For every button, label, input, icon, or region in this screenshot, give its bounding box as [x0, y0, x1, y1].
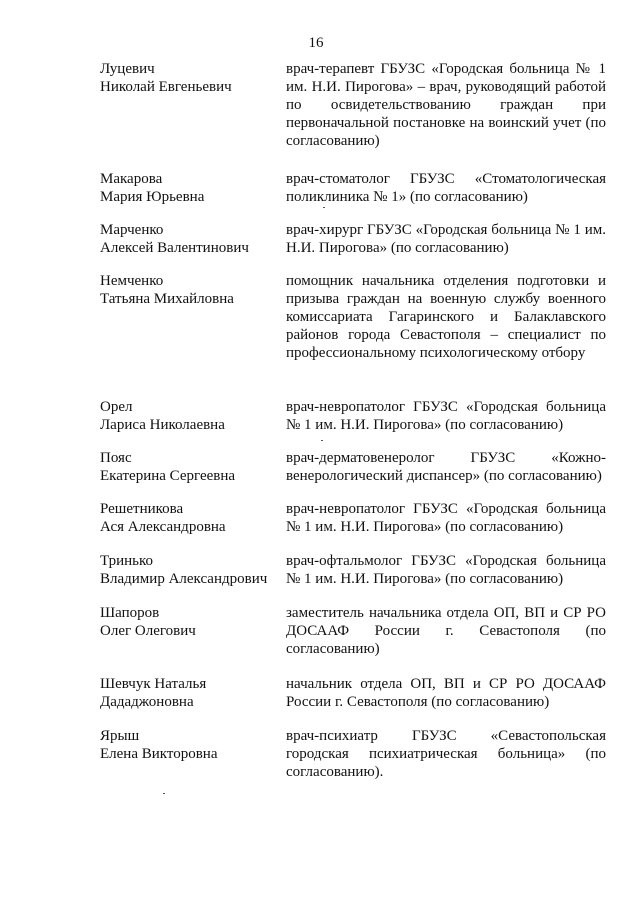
person-name [100, 398, 280, 434]
position-description: врач-офтальмолог ГБУЗС «Городская больница № 1 им. Н.И. Пирогова» (по согласованию) [286, 553, 606, 587]
scan-speck [323, 207, 325, 208]
given-names: Екатерина Сергеевна [100, 468, 236, 484]
given-names: Дададжоновна [100, 694, 194, 710]
position-description: врач-терапевт ГБУЗС «Городская больница № 1 им. Н.И. Пирогова» – врач, руководящий работой по освидетельствованию граждан при первоначальной постановке на воинский учет (по согласованию) [286, 61, 606, 149]
given-names: Лариса Николаевна [100, 417, 225, 433]
given-names: Елена Викторовна [100, 746, 218, 762]
surname: Луцевич [100, 61, 155, 77]
person-name [100, 60, 280, 96]
scan-speck [321, 440, 323, 441]
person-name [100, 221, 280, 257]
surname: Ярыш [100, 728, 140, 744]
page-number: 16 [308, 35, 324, 51]
surname: Шапоров [100, 605, 160, 621]
given-names: Николай Евгеньевич [100, 79, 232, 95]
position-description: врач-стоматолог ГБУЗС «Стоматологическая поликлиника № 1» (по согласованию) [286, 171, 606, 205]
surname: Решетникова [100, 501, 184, 517]
position-description: заместитель начальника отдела ОП, ВП и СР РО ДОСААФ России г. Севастополя (по согласованию) [286, 605, 606, 657]
position-description: помощник начальника отделения подготовки и призыва граждан на военную службу военного комиссариата Гагаринского и Балаклавского районов города Севастополя – специалист по профессиональному психологическому отбору [286, 273, 606, 361]
scan-speck [163, 793, 165, 794]
person-name [100, 675, 280, 711]
given-names: Татьяна Михайловна [100, 291, 234, 307]
given-names: Мария Юрьевна [100, 189, 205, 205]
position-description: врач-дерматовенеролог ГБУЗС «Кожно-венерологический диспансер» (по согласованию) [286, 450, 606, 484]
person-name [100, 727, 280, 763]
person-name [100, 170, 280, 206]
surname: Макарова [100, 171, 163, 187]
position-description: врач-хирург ГБУЗС «Городская больница № 1 им. Н.И. Пирогова» (по согласованию) [286, 222, 606, 256]
position-description: врач-невропатолог ГБУЗС «Городская больница № 1 им. Н.И. Пирогова» (по согласованию) [286, 399, 606, 433]
position-description: врач-психиатр ГБУЗС «Севастопольская городская психиатрическая больница» (по согласованию). [286, 728, 606, 780]
person-name [100, 500, 280, 536]
given-names: Владимир Александрович [100, 571, 268, 587]
person-name [100, 552, 280, 588]
person-name [100, 604, 280, 640]
surname: Шевчук Наталья [100, 676, 207, 692]
surname: Тринько [100, 553, 154, 569]
given-names: Ася Александровна [100, 519, 226, 535]
surname: Марченко [100, 222, 164, 238]
surname: Немченко [100, 273, 164, 289]
position-description: врач-невропатолог ГБУЗС «Городская больница № 1 им. Н.И. Пирогова» (по согласованию) [286, 501, 606, 535]
surname: Пояс [100, 450, 132, 466]
surname: Орел [100, 399, 133, 415]
given-names: Алексей Валентинович [100, 240, 249, 256]
position-description: начальник отдела ОП, ВП и СР РО ДОСААФ России г. Севастополя (по согласованию) [286, 676, 606, 710]
person-name [100, 449, 280, 485]
person-name [100, 272, 280, 308]
given-names: Олег Олегович [100, 623, 196, 639]
